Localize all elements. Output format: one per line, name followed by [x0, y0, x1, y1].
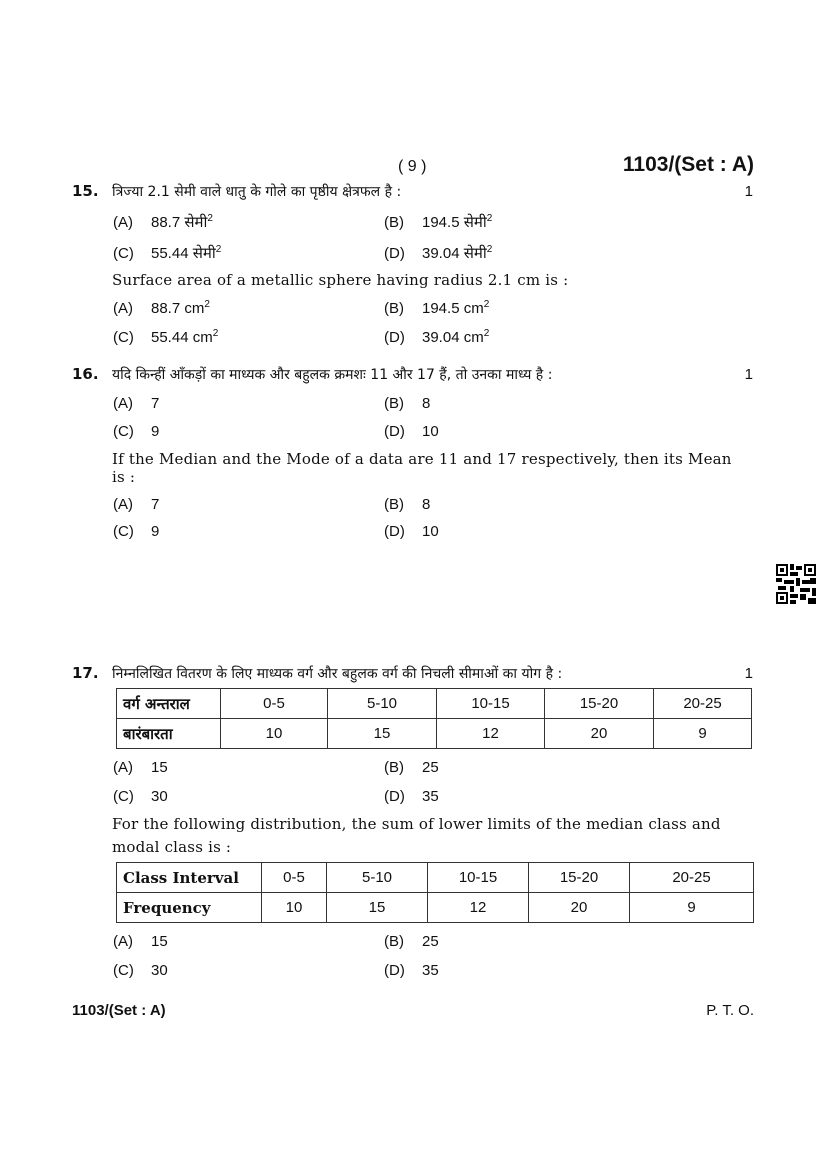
option-a-hindi: (A) 7: [113, 395, 160, 412]
option-c-english: (C) 9: [113, 523, 160, 540]
table-cell: 9: [654, 719, 752, 749]
question-text-english-line2: is :: [112, 468, 136, 486]
table-cell: 15-20: [545, 689, 654, 719]
page-number: ( 9 ): [398, 158, 427, 175]
table-cell: 20-25: [654, 689, 752, 719]
option-d-hindi: (D) 39.04 सेमी$^2$: [384, 244, 493, 262]
question-text-hindi: निम्नलिखित वितरण के लिए माध्यक वर्ग और बहुलक वर्ग की निचली सीमाओं का योग है :: [112, 666, 563, 682]
option-b-english: (B) 194.5 $cm^2$: [384, 299, 490, 317]
table-row-header: बारंबारता: [117, 719, 221, 749]
option-b-hindi: (B) 8: [384, 395, 431, 412]
question-number: 16.: [72, 365, 99, 383]
option-b-hindi: (B) 194.5 सेमी$^2$: [384, 213, 493, 231]
option-c-hindi: (C) 55.44 सेमी$^2$: [113, 244, 222, 262]
table-cell: 12: [437, 719, 545, 749]
table-row-header: Class Interval: [117, 863, 262, 893]
table-row: [117, 719, 752, 749]
table-cell: 10-15: [437, 689, 545, 719]
option-a-english: (A) 15: [113, 933, 168, 950]
table-cell: 10: [262, 893, 327, 923]
option-c-hindi: (C) 9: [113, 423, 160, 440]
table-cell: 15-20: [529, 863, 630, 893]
question-text-english-line1: For the following distribution, the sum of lower limits of the median class and: [112, 815, 721, 833]
table-cell: 10-15: [428, 863, 529, 893]
question-text-english: Surface area of a metallic sphere having radius 2.1 cm is :: [112, 271, 569, 289]
question-text-hindi: यदि किन्हीं आँकड़ों का माध्यक और बहुलक क्रमशः 11 और 17 हैं, तो उनका माध्य है :: [112, 367, 553, 383]
question-number: 17.: [72, 664, 99, 682]
table-cell: 20-25: [630, 863, 754, 893]
question-number: 15.: [72, 182, 99, 200]
table-cell: 20: [529, 893, 630, 923]
option-b-english: (B) 8: [384, 496, 431, 513]
option-c-english: (C) 30: [113, 962, 168, 979]
option-d-english: (D) 35: [384, 962, 439, 979]
table-cell: 10: [221, 719, 328, 749]
distribution-table-hindi: [116, 688, 752, 749]
table-cell: 0-5: [262, 863, 327, 893]
option-d-hindi: (D) 35: [384, 788, 439, 805]
table-cell: 9: [630, 893, 754, 923]
table-cell: 5-10: [328, 689, 437, 719]
option-d-english: (D) 39.04 $cm^2$: [384, 328, 490, 346]
table-cell: 15: [327, 893, 428, 923]
table-cell: 15: [328, 719, 437, 749]
table-cell: 20: [545, 719, 654, 749]
distribution-table-english: [116, 862, 754, 923]
table-row: [117, 689, 752, 719]
option-d-hindi: (D) 10: [384, 423, 439, 440]
table-row-header: Frequency: [117, 893, 262, 923]
table-row-header: वर्ग अन्तराल: [117, 689, 221, 719]
please-turn-over: P. T. O.: [706, 1002, 754, 1019]
option-a-english: (A) 7: [113, 496, 160, 513]
question-text-english-line1: If the Median and the Mode of a data are 11 and 17 respectively, then its Mean: [112, 450, 732, 468]
option-c-hindi: (C) 30: [113, 788, 168, 805]
table-cell: 12: [428, 893, 529, 923]
question-text-hindi: त्रिज्या 2.1 सेमी वाले धातु के गोले का पृष्ठीय क्षेत्रफल है :: [112, 184, 402, 200]
table-row: [117, 863, 754, 893]
table-cell: 5-10: [327, 863, 428, 893]
qr-code-icon: [776, 564, 816, 604]
option-b-hindi: (B) 25: [384, 759, 439, 776]
question-marks: 1: [744, 665, 753, 682]
table-cell: 0-5: [221, 689, 328, 719]
option-a-hindi: (A) 88.7 सेमी$^2$: [113, 213, 213, 231]
option-c-english: (C) 55.44 $cm^2$: [113, 328, 219, 346]
question-text-english-line2: modal class is :: [112, 838, 232, 856]
paper-code-footer: 1103/(Set : A): [72, 1002, 166, 1019]
option-a-english: (A) 88.7 $cm^2$: [113, 299, 210, 317]
question-marks: 1: [744, 366, 753, 383]
option-a-hindi: (A) 15: [113, 759, 168, 776]
paper-code-header: 1103/(Set : A): [622, 153, 754, 176]
option-d-english: (D) 10: [384, 523, 439, 540]
option-b-english: (B) 25: [384, 933, 439, 950]
question-marks: 1: [744, 183, 753, 200]
table-row: [117, 893, 754, 923]
